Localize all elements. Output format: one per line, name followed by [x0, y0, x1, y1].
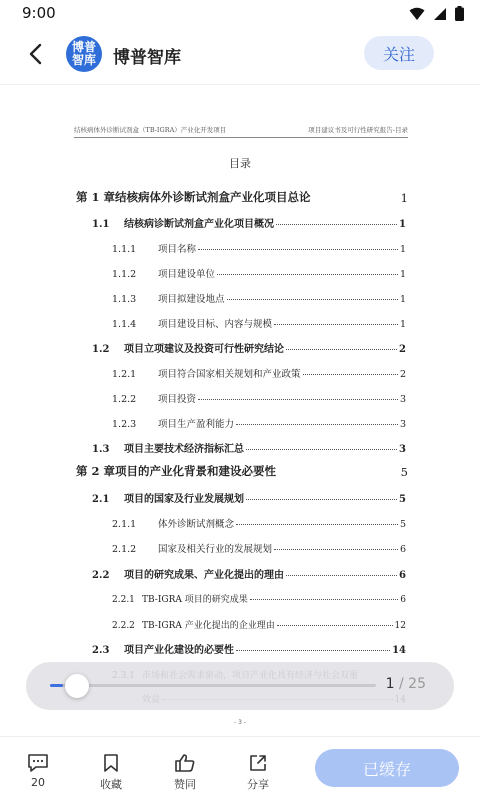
reading-progress-bar [26, 662, 454, 710]
like-label: 赞同 [174, 778, 196, 791]
toc-entry-number: 2.3 [92, 645, 110, 656]
progress-fill [50, 684, 63, 687]
toc-entry-number: 1.2 [92, 344, 110, 355]
toc-leader-dots [277, 625, 393, 626]
toc-entry-page: 1 [399, 244, 406, 255]
toc-leader-dots [246, 499, 397, 500]
toc-entry[interactable] [76, 611, 406, 631]
running-header-left: 结核病体外诊断试剂盒（TB-IGRA）产业化开发项目 [74, 126, 227, 134]
status-time: 9:00 [22, 4, 56, 22]
toc-leader-dots [274, 324, 398, 325]
toc-entry-number: 1.2.2 [112, 394, 137, 405]
toc-entry-title: 国家及相关行业的发展规划 [158, 544, 273, 555]
toc-entry[interactable] [76, 585, 406, 605]
running-header-right: 项目建议书及可行性研究报告-目录 [308, 126, 408, 134]
bottom-action-bar [0, 736, 480, 800]
signal-icon [433, 7, 447, 21]
toc-entry[interactable] [76, 636, 406, 656]
toc-entry-title: 项目生产盈利能力 [158, 419, 235, 430]
avatar-text-line1: 博普 [71, 40, 96, 54]
toc-entry-number: 1.1.3 [112, 294, 137, 305]
toc-entry-title: 项目主要技术经济指标汇总 [124, 444, 244, 455]
toc-entry[interactable] [76, 310, 406, 330]
comment-count: 20 [31, 776, 45, 789]
toc-entry-page: 1 [399, 294, 406, 305]
document-page[interactable] [0, 84, 480, 736]
toc-entry-title: 项目投资 [158, 394, 197, 405]
toc-entry-title: 项目建设单位 [158, 269, 216, 280]
toc-entry[interactable] [76, 210, 406, 230]
toc-entry-page: 3 [399, 394, 406, 405]
toc-entry-title: TB-IGRA 项目的研究成果 [142, 595, 248, 605]
toc-entry[interactable] [76, 360, 406, 380]
toc-entry-page: 2 [399, 369, 406, 380]
toc-entry-number: 2.2.1 [112, 595, 135, 605]
toc-entry-number: 1.1.1 [112, 244, 137, 255]
total-pages: / 25 [399, 676, 426, 692]
toc-entry-page: 3 [399, 419, 406, 430]
toc-leader-dots [246, 449, 397, 450]
toc-entry-title: 结核病诊断试剂盒产业化项目概况 [124, 219, 274, 230]
follow-button[interactable]: 关注 [364, 36, 434, 70]
toc-entry-number: 1.3 [92, 444, 110, 455]
toc-leader-dots [250, 599, 399, 600]
toc-entry-page: 1 [399, 269, 406, 280]
collect-label: 收藏 [100, 778, 122, 791]
like-button[interactable] [161, 753, 209, 792]
toc-entry-number: 1.1.4 [112, 319, 137, 330]
toc-entry[interactable] [76, 285, 406, 305]
toc-entry-title: TB-IGRA 产业化提出的企业理由 [142, 621, 275, 631]
toc-entry-title: 项目名称 [158, 244, 197, 255]
toc-entry-title: 项目的研究成果、产业化提出的理由 [124, 570, 284, 581]
share-button[interactable] [234, 753, 282, 792]
toc-leader-dots [227, 299, 398, 300]
status-icons [409, 6, 464, 21]
collect-button[interactable] [87, 753, 135, 792]
toc-entry[interactable] [76, 485, 406, 505]
toc-leader-dots [198, 249, 398, 250]
toc-entry-number: 1.1.2 [112, 269, 137, 280]
toc-leader-dots [236, 424, 398, 425]
toc-entry[interactable] [76, 410, 406, 430]
toc-entry-page: 12 [394, 621, 406, 631]
share-label: 分享 [247, 778, 269, 791]
toc-entry-number: 2.1 [92, 494, 110, 505]
toc-entry[interactable] [76, 235, 406, 255]
toc-entry-page: 5 [399, 494, 406, 505]
toc-entry-title: 项目拟建设地点 [158, 294, 225, 305]
toc-entry-number: 第 2 章 [76, 464, 116, 478]
toc-entry-page: 5 [400, 465, 408, 479]
toc-entry-page: 6 [399, 544, 406, 555]
document-running-header [74, 125, 408, 138]
toc-entry-page: 6 [399, 570, 406, 581]
thumbs-up-icon [174, 753, 196, 773]
toc-entry-title: 体外诊断试剂概念 [158, 519, 235, 530]
toc-entry-page: 6 [400, 595, 406, 605]
avatar-text-line2: 智库 [71, 53, 96, 67]
toc-entry-title: 项目立项建议及投资可行性研究结论 [124, 344, 284, 355]
toc-leader-dots [217, 274, 398, 275]
page-footer-number: - 3 - [234, 719, 246, 726]
toc-entry[interactable] [76, 385, 406, 405]
toc-entry-number: 2.1.2 [112, 544, 137, 555]
saved-button[interactable]: 已缓存 [315, 749, 459, 787]
toc-entry-title: 结核病体外诊断试剂盒产业化项目总论 [115, 190, 311, 204]
current-page: 1 [385, 676, 395, 692]
toc-leader-dots [276, 224, 397, 225]
share-icon [248, 753, 268, 773]
toc-leader-dots [236, 524, 398, 525]
toc-entry-page: 3 [399, 444, 406, 455]
avatar[interactable] [66, 36, 102, 72]
toc-entry-page: 2 [399, 344, 406, 355]
toc-entry-number: 2.2 [92, 570, 110, 581]
toc-entry[interactable] [76, 435, 406, 455]
toc-entry[interactable] [76, 335, 406, 355]
toc-entry-page: 1 [399, 219, 406, 230]
toc-entry-title: 项目产业化建设的必要性 [124, 645, 234, 656]
toc-entry-page: 1 [399, 319, 406, 330]
toc-leader-dots [286, 349, 397, 350]
toc-leader-dots [198, 399, 398, 400]
toc-entry[interactable] [76, 535, 406, 555]
toc-entry-number: 第 1 章 [76, 190, 116, 204]
toc-entry[interactable] [76, 561, 406, 581]
status-bar [0, 0, 480, 28]
comment-button[interactable] [14, 753, 62, 789]
page-indicator [386, 676, 426, 692]
toc-entry-number: 2.1.1 [112, 519, 137, 530]
header [0, 28, 480, 80]
toc-entry-number: 1.1 [92, 219, 110, 230]
bookmark-icon [102, 753, 120, 773]
battery-icon [455, 6, 464, 21]
toc-entry[interactable] [76, 185, 406, 205]
toc-leader-dots [303, 374, 398, 375]
author-name[interactable]: 博普智库 [113, 48, 181, 68]
toc-leader-dots [236, 650, 390, 651]
comment-icon [27, 753, 49, 773]
toc-leader-dots [286, 575, 397, 576]
toc-entry-page: 5 [399, 519, 406, 530]
chevron-left-icon [28, 43, 42, 65]
toc-entry-number: 1.2.1 [112, 369, 137, 380]
toc-entry-title: 项目建设目标、内容与规模 [158, 319, 273, 330]
toc-entry[interactable] [76, 510, 406, 530]
toc-title: 目录 [229, 157, 251, 170]
toc-entry-title: 项目符合国家相关规划和产业政策 [158, 369, 301, 380]
toc-entry-number: 1.2.3 [112, 419, 137, 430]
toc-entry-page: 1 [400, 191, 408, 205]
toc-entry-page: 14 [392, 645, 406, 656]
progress-slider-handle[interactable] [65, 674, 89, 698]
back-button[interactable] [22, 40, 48, 68]
toc-entry-title: 项目的国家及行业发展规划 [124, 494, 244, 505]
toc-entry[interactable] [76, 260, 406, 280]
progress-track[interactable] [50, 684, 376, 687]
toc-entry-title: 项目的产业化背景和建设必要性 [115, 464, 277, 478]
wifi-icon [409, 7, 425, 21]
toc-entry-number: 2.2.2 [112, 621, 135, 631]
toc-leader-dots [274, 549, 398, 550]
toc-entry[interactable] [76, 459, 406, 479]
